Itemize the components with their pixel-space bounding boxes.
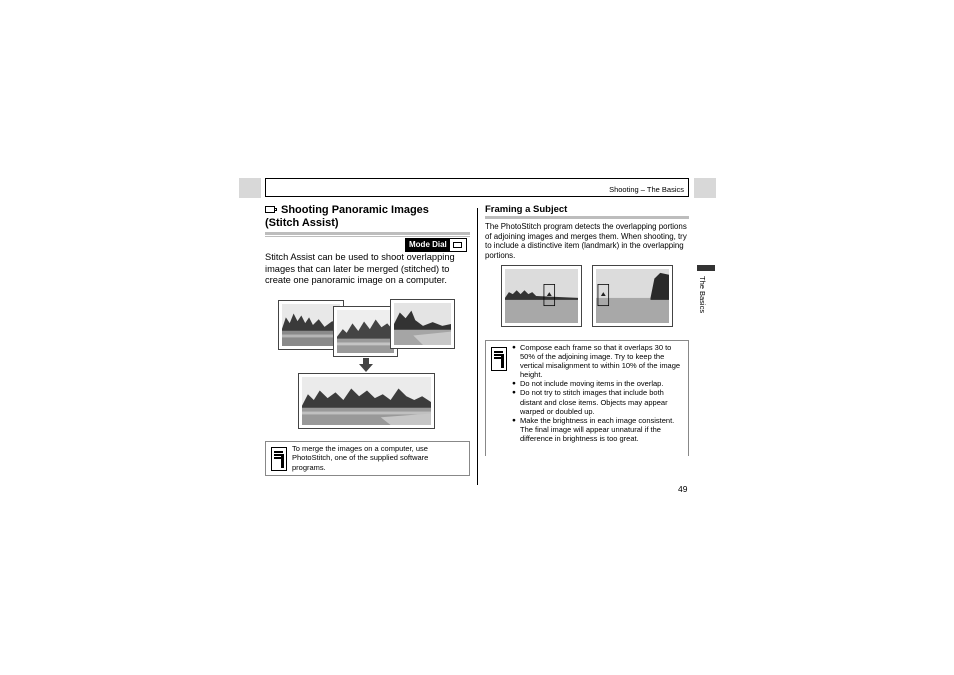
section-title-line1: Shooting Panoramic Images bbox=[281, 204, 429, 216]
side-tab-marker bbox=[697, 265, 715, 271]
list-item: ● Make the brightness in each image consistent. The final image will appear unnatural if the difference in brightness is too great. bbox=[512, 416, 686, 443]
intro-paragraph: Stitch Assist can be used to shoot overlapping images that can later be merged (stitched) to create one panoramic image on a computer. bbox=[265, 252, 455, 286]
column-divider bbox=[477, 208, 478, 485]
framing-example-left bbox=[501, 265, 582, 327]
page-number: 49 bbox=[678, 484, 688, 494]
panorama-photo-right bbox=[390, 299, 455, 349]
list-item: ● Do not include moving items in the overlap. bbox=[512, 379, 686, 388]
panorama-photo-middle bbox=[333, 306, 398, 357]
arrow-down-icon bbox=[359, 358, 373, 372]
framing-tips-list bbox=[512, 343, 686, 443]
mode-dial-badge bbox=[405, 238, 467, 252]
header-right-tab bbox=[694, 178, 716, 198]
section-title bbox=[265, 204, 470, 229]
framing-paragraph: The PhotoStitch program detects the overlapping portions of adjoining images and merges them. When shooting, try to include a distinctive item (landmark) in the overlapping portions. bbox=[485, 222, 687, 260]
stitched-panorama-photo bbox=[298, 373, 435, 429]
note-text-photostitch: To merge the images on a computer, use PhotoStitch, one of the supplied software programs. bbox=[292, 444, 429, 472]
section-title-line2: (Stitch Assist) bbox=[265, 216, 339, 229]
stitch-assist-icon bbox=[265, 206, 275, 213]
list-item: ● Do not try to stitch images that include both distant and close items. Objects may appear warped or doubled up. bbox=[512, 388, 686, 415]
header-left-tab bbox=[239, 178, 261, 198]
title-rule-thin bbox=[265, 236, 470, 237]
title-rule bbox=[265, 232, 470, 235]
memo-pen-icon bbox=[491, 347, 507, 371]
stitch-assist-mode-icon bbox=[450, 239, 466, 251]
memo-pen-icon bbox=[271, 447, 287, 471]
mode-dial-label: Mode Dial bbox=[406, 239, 450, 251]
breadcrumb: Shooting – The Basics bbox=[609, 185, 684, 194]
page-header bbox=[265, 178, 689, 197]
subsection-title: Framing a Subject bbox=[485, 204, 568, 215]
framing-example-right bbox=[592, 265, 673, 327]
list-item: ● Compose each frame so that it overlaps 30 to 50% of the adjoining image. Try to keep the vertical misalignment to within 10% of the image height. bbox=[512, 343, 686, 379]
subsection-rule bbox=[485, 216, 689, 219]
side-tab-label: The Basics bbox=[698, 276, 707, 314]
